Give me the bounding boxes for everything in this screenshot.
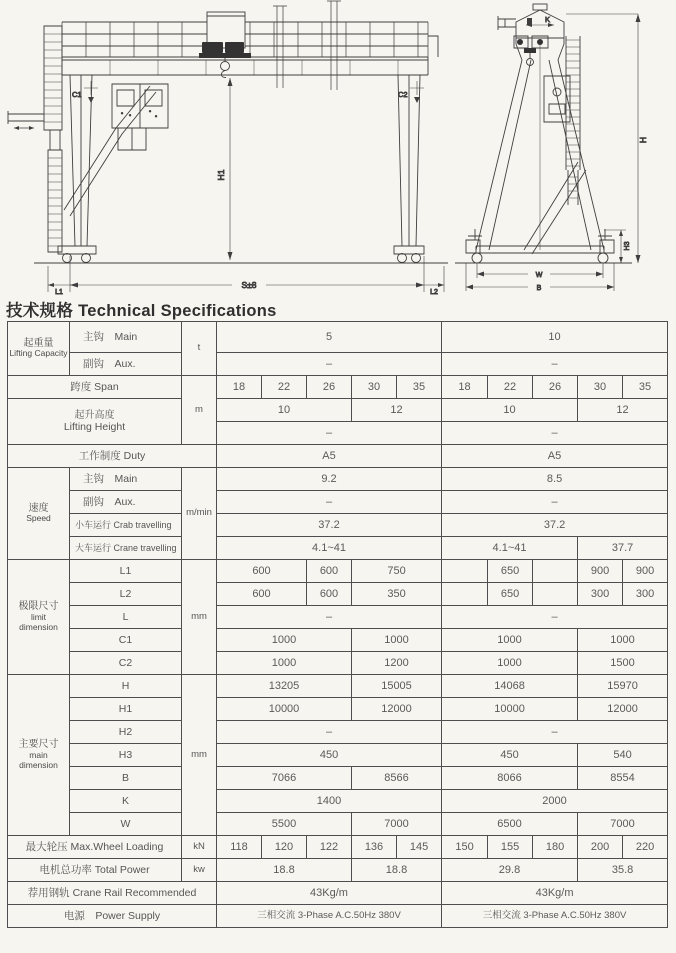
table-row — [8, 905, 668, 928]
table-row — [8, 583, 668, 606]
table-row — [8, 353, 668, 376]
label-K: K — [70, 790, 182, 813]
spec-value-cell: A5 — [442, 445, 668, 468]
dim-label-span: S±8 — [241, 280, 257, 290]
spec-value-cell: 三相交流 3-Phase A.C.50Hz 380V — [217, 905, 442, 928]
spec-value-cell: 10000 — [217, 698, 352, 721]
crane-technical-drawing — [0, 0, 676, 296]
label-crab-travelling: 小车运行 Crab travelling — [70, 514, 182, 537]
spec-value-cell: 200 — [578, 836, 623, 859]
spec-value-cell: 12 — [352, 399, 442, 422]
spec-value-cell: 22 — [262, 376, 307, 399]
table-row — [8, 491, 668, 514]
table-row — [8, 698, 668, 721]
label-main-hook: 主钩 Main — [70, 322, 182, 353]
table-row — [8, 376, 668, 399]
spec-value-cell: – — [442, 721, 668, 744]
spec-value-cell: – — [217, 606, 442, 629]
spec-value-cell: 136 — [352, 836, 397, 859]
spec-value-cell: 220 — [623, 836, 668, 859]
spec-value-cell: 120 — [262, 836, 307, 859]
dim-label-l2: L2 — [430, 289, 438, 296]
table-row — [8, 606, 668, 629]
table-row — [8, 721, 668, 744]
spec-value-cell: 750 — [352, 560, 442, 583]
spec-value-cell: 1400 — [217, 790, 442, 813]
label-B: B — [70, 767, 182, 790]
label-total-power: 电机总功率 Total Power — [8, 859, 182, 882]
label-W: W — [70, 813, 182, 836]
spec-value-cell: 35.8 — [578, 859, 668, 882]
label-aux-hook: 副钩 Aux. — [70, 353, 182, 376]
table-row — [8, 790, 668, 813]
table-row — [8, 767, 668, 790]
spec-value-cell: 1500 — [578, 652, 668, 675]
label-H: H — [70, 675, 182, 698]
label-speed-aux: 副钩 Aux. — [70, 491, 182, 514]
label-L: L — [70, 606, 182, 629]
table-row — [8, 836, 668, 859]
spec-value-cell: 7066 — [217, 767, 352, 790]
spec-value-cell: – — [442, 491, 668, 514]
spec-value-cell: 145 — [397, 836, 442, 859]
table-row — [8, 813, 668, 836]
label-main-dimension: 主要尺寸 main dimension — [8, 675, 70, 836]
dim-label-h3: H3 — [624, 241, 631, 251]
spec-value-cell: 450 — [217, 744, 442, 767]
table-row — [8, 445, 668, 468]
table-row — [8, 629, 668, 652]
label-speed-main: 主钩 Main — [70, 468, 182, 491]
label-crane-travelling: 大车运行 Crane travelling — [70, 537, 182, 560]
spec-value-cell: 150 — [442, 836, 488, 859]
label-C1: C1 — [70, 629, 182, 652]
spec-value-cell: 10000 — [442, 698, 578, 721]
spec-value-cell: – — [217, 422, 442, 445]
dim-label-w: W — [535, 272, 543, 279]
unit-m-min: m/min — [182, 468, 217, 560]
spec-value-cell: 12 — [578, 399, 668, 422]
table-row — [8, 537, 668, 560]
spec-value-cell: 350 — [352, 583, 442, 606]
label-crane-rail: 荐用钢轨 Crane Rail Recommended — [8, 882, 217, 905]
spec-value-cell: 4.1~41 — [442, 537, 578, 560]
spec-value-cell: 43Kg/m — [217, 882, 442, 905]
label-lifting-height: 起升高度 Lifting Height — [8, 399, 182, 445]
table-row — [8, 399, 668, 422]
dim-label-b: B — [536, 285, 542, 292]
spec-value-cell: 600 — [307, 560, 352, 583]
table-row — [8, 322, 668, 353]
spec-value-cell: 600 — [217, 583, 307, 606]
spec-value-cell: 900 — [623, 560, 668, 583]
unit-mm-main: mm — [182, 675, 217, 836]
unit-kn: kN — [182, 836, 217, 859]
label-H1: H1 — [70, 698, 182, 721]
label-span: 跨度 Span — [8, 376, 182, 399]
spec-value-cell: 43Kg/m — [442, 882, 668, 905]
label-H3: H3 — [70, 744, 182, 767]
front-view-drawing — [8, 1, 448, 296]
spec-value-cell: 14068 — [442, 675, 578, 698]
spec-value-cell: 180 — [533, 836, 578, 859]
spec-value-cell: 18.8 — [217, 859, 352, 882]
spec-value-cell — [442, 560, 488, 583]
spec-value-cell: 8554 — [578, 767, 668, 790]
spec-value-cell: 37.2 — [442, 514, 668, 537]
label-limit-dimension: 极限尺寸 limit dimension — [8, 560, 70, 675]
spec-value-cell: 2000 — [442, 790, 668, 813]
spec-value-cell: 12000 — [352, 698, 442, 721]
spec-value-cell: 540 — [578, 744, 668, 767]
spec-value-cell: 1200 — [352, 652, 442, 675]
table-row — [8, 560, 668, 583]
table-row — [8, 882, 668, 905]
spec-value-cell — [442, 583, 488, 606]
label-H2: H2 — [70, 721, 182, 744]
label-duty: 工作制度 Duty — [8, 445, 217, 468]
spec-value-cell: 26 — [307, 376, 352, 399]
spec-value-cell: 300 — [623, 583, 668, 606]
label-lifting-capacity: 起重量 Lifting Capacity — [8, 322, 70, 376]
table-row — [8, 514, 668, 537]
page-title-english: Technical Specifications — [78, 302, 277, 320]
spec-value-cell: 15005 — [352, 675, 442, 698]
spec-value-cell: 1000 — [217, 652, 352, 675]
spec-value-cell: 600 — [217, 560, 307, 583]
dim-label-k: K — [545, 15, 551, 24]
spec-value-cell: 30 — [352, 376, 397, 399]
spec-value-cell: 18 — [217, 376, 262, 399]
spec-value-cell: 8566 — [352, 767, 442, 790]
spec-value-cell: – — [442, 422, 668, 445]
table-row — [8, 652, 668, 675]
unit-m: m — [182, 376, 217, 445]
spec-value-cell: 600 — [307, 583, 352, 606]
spec-value-cell: 450 — [442, 744, 578, 767]
spec-value-cell: A5 — [217, 445, 442, 468]
spec-value-cell: 9.2 — [217, 468, 442, 491]
spec-value-cell: 155 — [488, 836, 533, 859]
page-title-chinese: 技术规格 — [6, 302, 74, 320]
spec-value-cell: 7000 — [578, 813, 668, 836]
label-L1: L1 — [70, 560, 182, 583]
spec-value-cell: 13205 — [217, 675, 352, 698]
spec-value-cell: 37.7 — [578, 537, 668, 560]
spec-value-cell: – — [217, 491, 442, 514]
spec-value-cell: 300 — [578, 583, 623, 606]
spec-value-cell: 900 — [578, 560, 623, 583]
spec-value-cell: 10 — [442, 399, 578, 422]
dim-label-h1: H1 — [216, 169, 226, 181]
unit-t: t — [182, 322, 217, 376]
spec-value-cell: 118 — [217, 836, 262, 859]
spec-value-cell: 1000 — [217, 629, 352, 652]
spec-value-cell: 37.2 — [217, 514, 442, 537]
spec-value-cell: 650 — [488, 583, 533, 606]
spec-value-cell: 4.1~41 — [217, 537, 442, 560]
spec-value-cell: 122 — [307, 836, 352, 859]
spec-value-cell: 12000 — [578, 698, 668, 721]
spec-value-cell: 1000 — [442, 652, 578, 675]
spec-value-cell: 15970 — [578, 675, 668, 698]
spec-value-cell: 6500 — [442, 813, 578, 836]
label-power-supply: 电源 Power Supply — [8, 905, 217, 928]
side-view-drawing — [455, 4, 648, 292]
spec-value-cell: 18 — [442, 376, 488, 399]
spec-value-cell — [533, 560, 578, 583]
spec-value-cell: 650 — [488, 560, 533, 583]
technical-specifications-section — [7, 321, 668, 928]
table-row — [8, 675, 668, 698]
spec-value-cell: 22 — [488, 376, 533, 399]
table-row — [8, 468, 668, 491]
label-max-wheel-loading: 最大轮压 Max.Wheel Loading — [8, 836, 182, 859]
dim-label-c1: C1 — [72, 90, 82, 99]
spec-value-cell: 26 — [533, 376, 578, 399]
spec-value-cell: 35 — [397, 376, 442, 399]
spec-value-cell: 5500 — [217, 813, 352, 836]
spec-value-cell: – — [442, 353, 668, 376]
unit-mm-limit: mm — [182, 560, 217, 675]
label-L2: L2 — [70, 583, 182, 606]
spec-value-cell: 1000 — [352, 629, 442, 652]
spec-value-cell: 1000 — [578, 629, 668, 652]
spec-value-cell: 29.8 — [442, 859, 578, 882]
spec-value-cell: 10 — [217, 399, 352, 422]
dim-label-l1: L1 — [55, 289, 63, 296]
spec-value-cell: 8.5 — [442, 468, 668, 491]
spec-value-cell — [533, 583, 578, 606]
spec-value-cell: – — [217, 721, 442, 744]
table-row — [8, 744, 668, 767]
spec-value-cell: 7000 — [352, 813, 442, 836]
dim-label-c2: C2 — [398, 90, 408, 99]
spec-table — [7, 321, 668, 928]
spec-value-cell: 10 — [442, 322, 668, 353]
spec-value-cell: – — [217, 353, 442, 376]
page-title — [6, 297, 277, 319]
dim-label-h: H — [638, 136, 648, 144]
spec-value-cell: 35 — [623, 376, 668, 399]
table-row — [8, 859, 668, 882]
spec-value-cell: – — [442, 606, 668, 629]
spec-value-cell: 5 — [217, 322, 442, 353]
label-C2: C2 — [70, 652, 182, 675]
spec-value-cell: 1000 — [442, 629, 578, 652]
spec-value-cell: 三相交流 3-Phase A.C.50Hz 380V — [442, 905, 668, 928]
gantry-crane-drawing — [0, 0, 676, 296]
label-speed: 速度 Speed — [8, 468, 70, 560]
spec-value-cell: 8066 — [442, 767, 578, 790]
spec-value-cell: 30 — [578, 376, 623, 399]
spec-value-cell: 18.8 — [352, 859, 442, 882]
unit-kw: kw — [182, 859, 217, 882]
